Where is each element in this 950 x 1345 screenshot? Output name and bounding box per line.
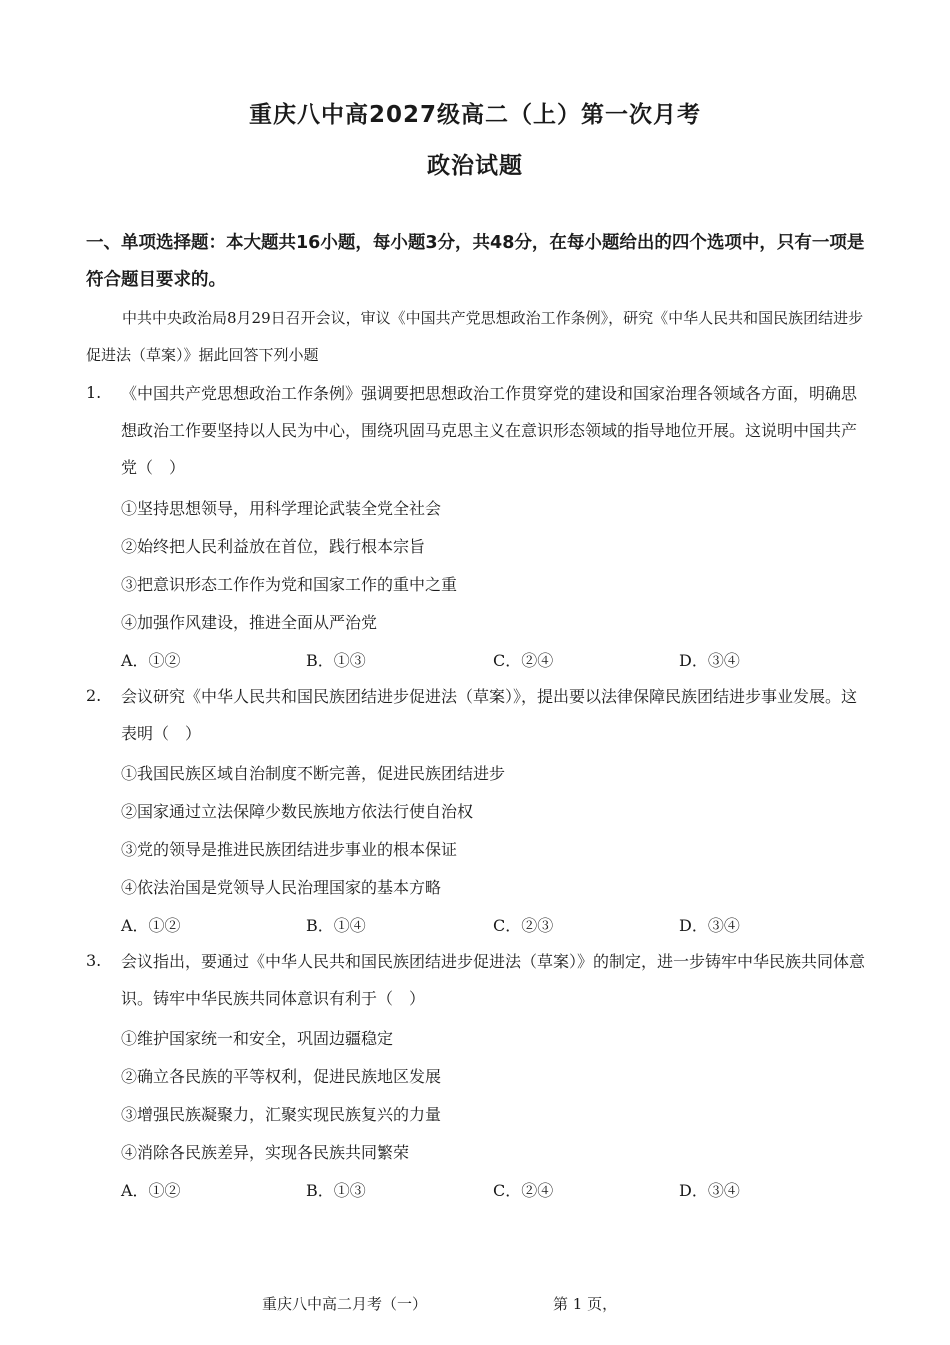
choice-b[interactable]: B．①④	[306, 916, 366, 935]
choice-c[interactable]: C．②④	[493, 1181, 554, 1200]
question-stem: 《中国共产党思想政治工作条例》强调要把思想政治工作贯穿党的建设和国家治理各领域各方面，明确思想政治工作要坚持以人民为中心，围绕巩固马克思主义在意识形态领域的指导地位开展。这说明中国共产党（ ）	[121, 384, 858, 477]
choice-d[interactable]: D．③④	[679, 1181, 740, 1200]
choice-d[interactable]: D．③④	[679, 916, 740, 935]
statement-option: ③增强民族凝聚力，汇聚实现民族复兴的力量	[121, 1105, 442, 1124]
statement-option: ①我国民族区域自治制度不断完善，促进民族团结进步	[121, 764, 506, 783]
choice-b[interactable]: B．①③	[306, 651, 366, 670]
choice-a[interactable]: A．①②	[121, 916, 181, 935]
choice-c[interactable]: C．②③	[493, 916, 554, 935]
statement-option: ①坚持思想领导，用科学理论武装全党全社会	[121, 499, 442, 518]
section-heading: 一、单项选择题：本大题共16小题，每小题3分，共48分，在每小题给出的四个选项中，只有一项是符合题目要求的。	[86, 233, 865, 290]
choice-a[interactable]: A．①②	[121, 1181, 181, 1200]
exam-title: 重庆八中高2027级高二（上）第一次月考	[248, 102, 701, 128]
statement-option: ④加强作风建设，推进全面从严治党	[121, 613, 378, 632]
statement-option: ③党的领导是推进民族团结进步事业的根本保证	[121, 840, 458, 859]
footer-page-number: 第 1 页，	[553, 1295, 618, 1313]
question-number: 1.	[86, 383, 102, 402]
statement-option: ①维护国家统一和安全，巩固边疆稳定	[121, 1029, 394, 1048]
choice-d[interactable]: D．③④	[679, 651, 740, 670]
choice-b[interactable]: B．①③	[306, 1181, 366, 1200]
question-number: 2.	[86, 686, 102, 705]
statement-option: ②始终把人民利益放在首位，践行根本宗旨	[121, 537, 426, 556]
choice-c[interactable]: C．②④	[493, 651, 554, 670]
footer-exam-name: 重庆八中高二月考（一）	[262, 1295, 428, 1313]
statement-option: ④消除各民族差异，实现各民族共同繁荣	[121, 1143, 410, 1162]
question-number: 3.	[86, 951, 102, 970]
statement-option: ③把意识形态工作作为党和国家工作的重中之重	[121, 575, 458, 594]
question-stem: 会议指出，要通过《中华人民共和国民族团结进步促进法（草案）》的制定，进一步铸牢中华民族共同体意识。铸牢中华民族共同体意识有利于（ ）	[121, 952, 866, 1008]
statement-option: ②确立各民族的平等权利，促进民族地区发展	[121, 1067, 442, 1086]
exam-subtitle: 政治试题	[427, 153, 523, 179]
statement-option: ④依法治国是党领导人民治理国家的基本方略	[121, 878, 442, 897]
choice-a[interactable]: A．①②	[121, 651, 181, 670]
material-intro: 中共中央政治局8月29日召开会议，审议《中国共产党思想政治工作条例》，研究《中华人民共和国民族团结进步促进法（草案）》据此回答下列小题	[86, 309, 864, 364]
statement-option: ②国家通过立法保障少数民族地方依法行使自治权	[121, 802, 474, 821]
question-stem: 会议研究《中华人民共和国民族团结进步促进法（草案）》，提出要以法律保障民族团结进步事业发展。这表明（ ）	[121, 687, 858, 743]
